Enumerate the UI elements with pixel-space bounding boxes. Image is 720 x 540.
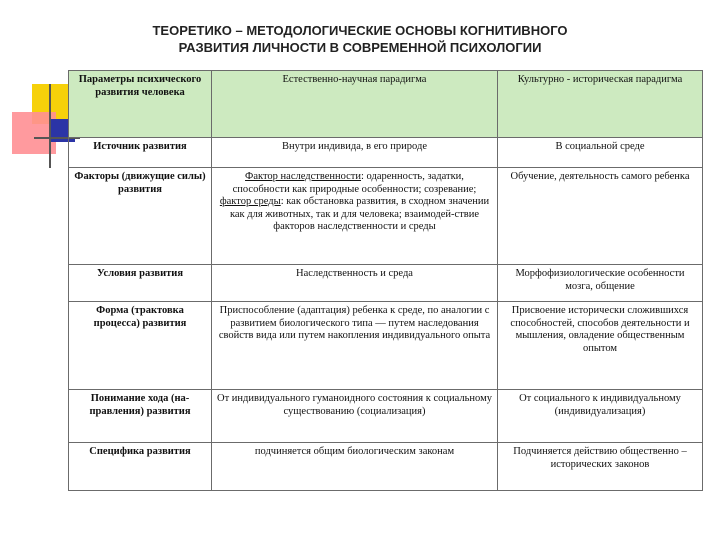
- factor-environment-term: фактор среды: [219, 196, 281, 207]
- title-line-2: РАЗВИТИЯ ЛИЧНОСТИ В СОВРЕМЕННОЙ ПСИХОЛОГИИ: [178, 40, 542, 55]
- cultural-cell: Морфофизиологические особенности мозга, общение: [498, 265, 703, 302]
- table-row: [69, 302, 703, 390]
- page-title: [0, 22, 720, 56]
- decor-vertical-line: [49, 84, 51, 168]
- title-line-1: ТЕОРЕТИКО – МЕТОДОЛОГИЧЕСКИЕ ОСНОВЫ КОГНИТИВНОГО: [152, 23, 568, 38]
- natural-cell: Фактор наследственности: одаренность, задатки, способности как природные особенности; созревание; фактор среды: как обстановка развития, в сходном значении как для животных, так и для человека; взаимодей-ствие факторов наследственности и среды: [212, 168, 498, 265]
- table-row: [69, 390, 703, 443]
- param-cell: Источник развития: [69, 138, 212, 168]
- cultural-cell: Подчиняется действию общественно – исторических законов: [498, 443, 703, 491]
- cultural-cell: Присвоение исторически сложившихся способностей, способов деятельности и мышления, овладение общественным опытом: [498, 302, 703, 390]
- header-params: Параметры психического развития человека: [69, 71, 212, 138]
- natural-cell: От индивидуального гуманоидного состояния к социальному существованию (социализация): [212, 390, 498, 443]
- param-cell: Форма (трактовка процесса) развития: [69, 302, 212, 390]
- header-natural: Естественно-научная парадигма: [212, 71, 498, 138]
- cultural-cell: В социальной среде: [498, 138, 703, 168]
- cultural-cell: Обучение, деятельность самого ребенка: [498, 168, 703, 265]
- header-cultural: Культурно - историческая парадигма: [498, 71, 703, 138]
- table-row: [69, 138, 703, 168]
- param-cell: Специфика развития: [69, 443, 212, 491]
- table-header-row: [69, 71, 703, 138]
- param-cell: Факторы (движущие силы) развития: [69, 168, 212, 265]
- factor-heredity-term: Фактор наследственности: [245, 171, 362, 182]
- comparison-table: [68, 70, 703, 491]
- table-row: [69, 443, 703, 491]
- natural-cell: Приспособление (адаптация) ребенка к среде, по аналогии с развитием биологического типа — путем наследования свойств вида или путем накопления индивидуального опыта: [212, 302, 498, 390]
- natural-cell: подчиняется общим биологическим законам: [212, 443, 498, 491]
- table-row: [69, 168, 703, 265]
- cultural-cell: От социального к индивидуальному (индивидуализация): [498, 390, 703, 443]
- natural-cell: Внутри индивида, в его природе: [212, 138, 498, 168]
- param-cell: Условия развития: [69, 265, 212, 302]
- table-row: [69, 265, 703, 302]
- param-cell: Понимание хода (на-правления) развития: [69, 390, 212, 443]
- natural-cell: Наследственность и среда: [212, 265, 498, 302]
